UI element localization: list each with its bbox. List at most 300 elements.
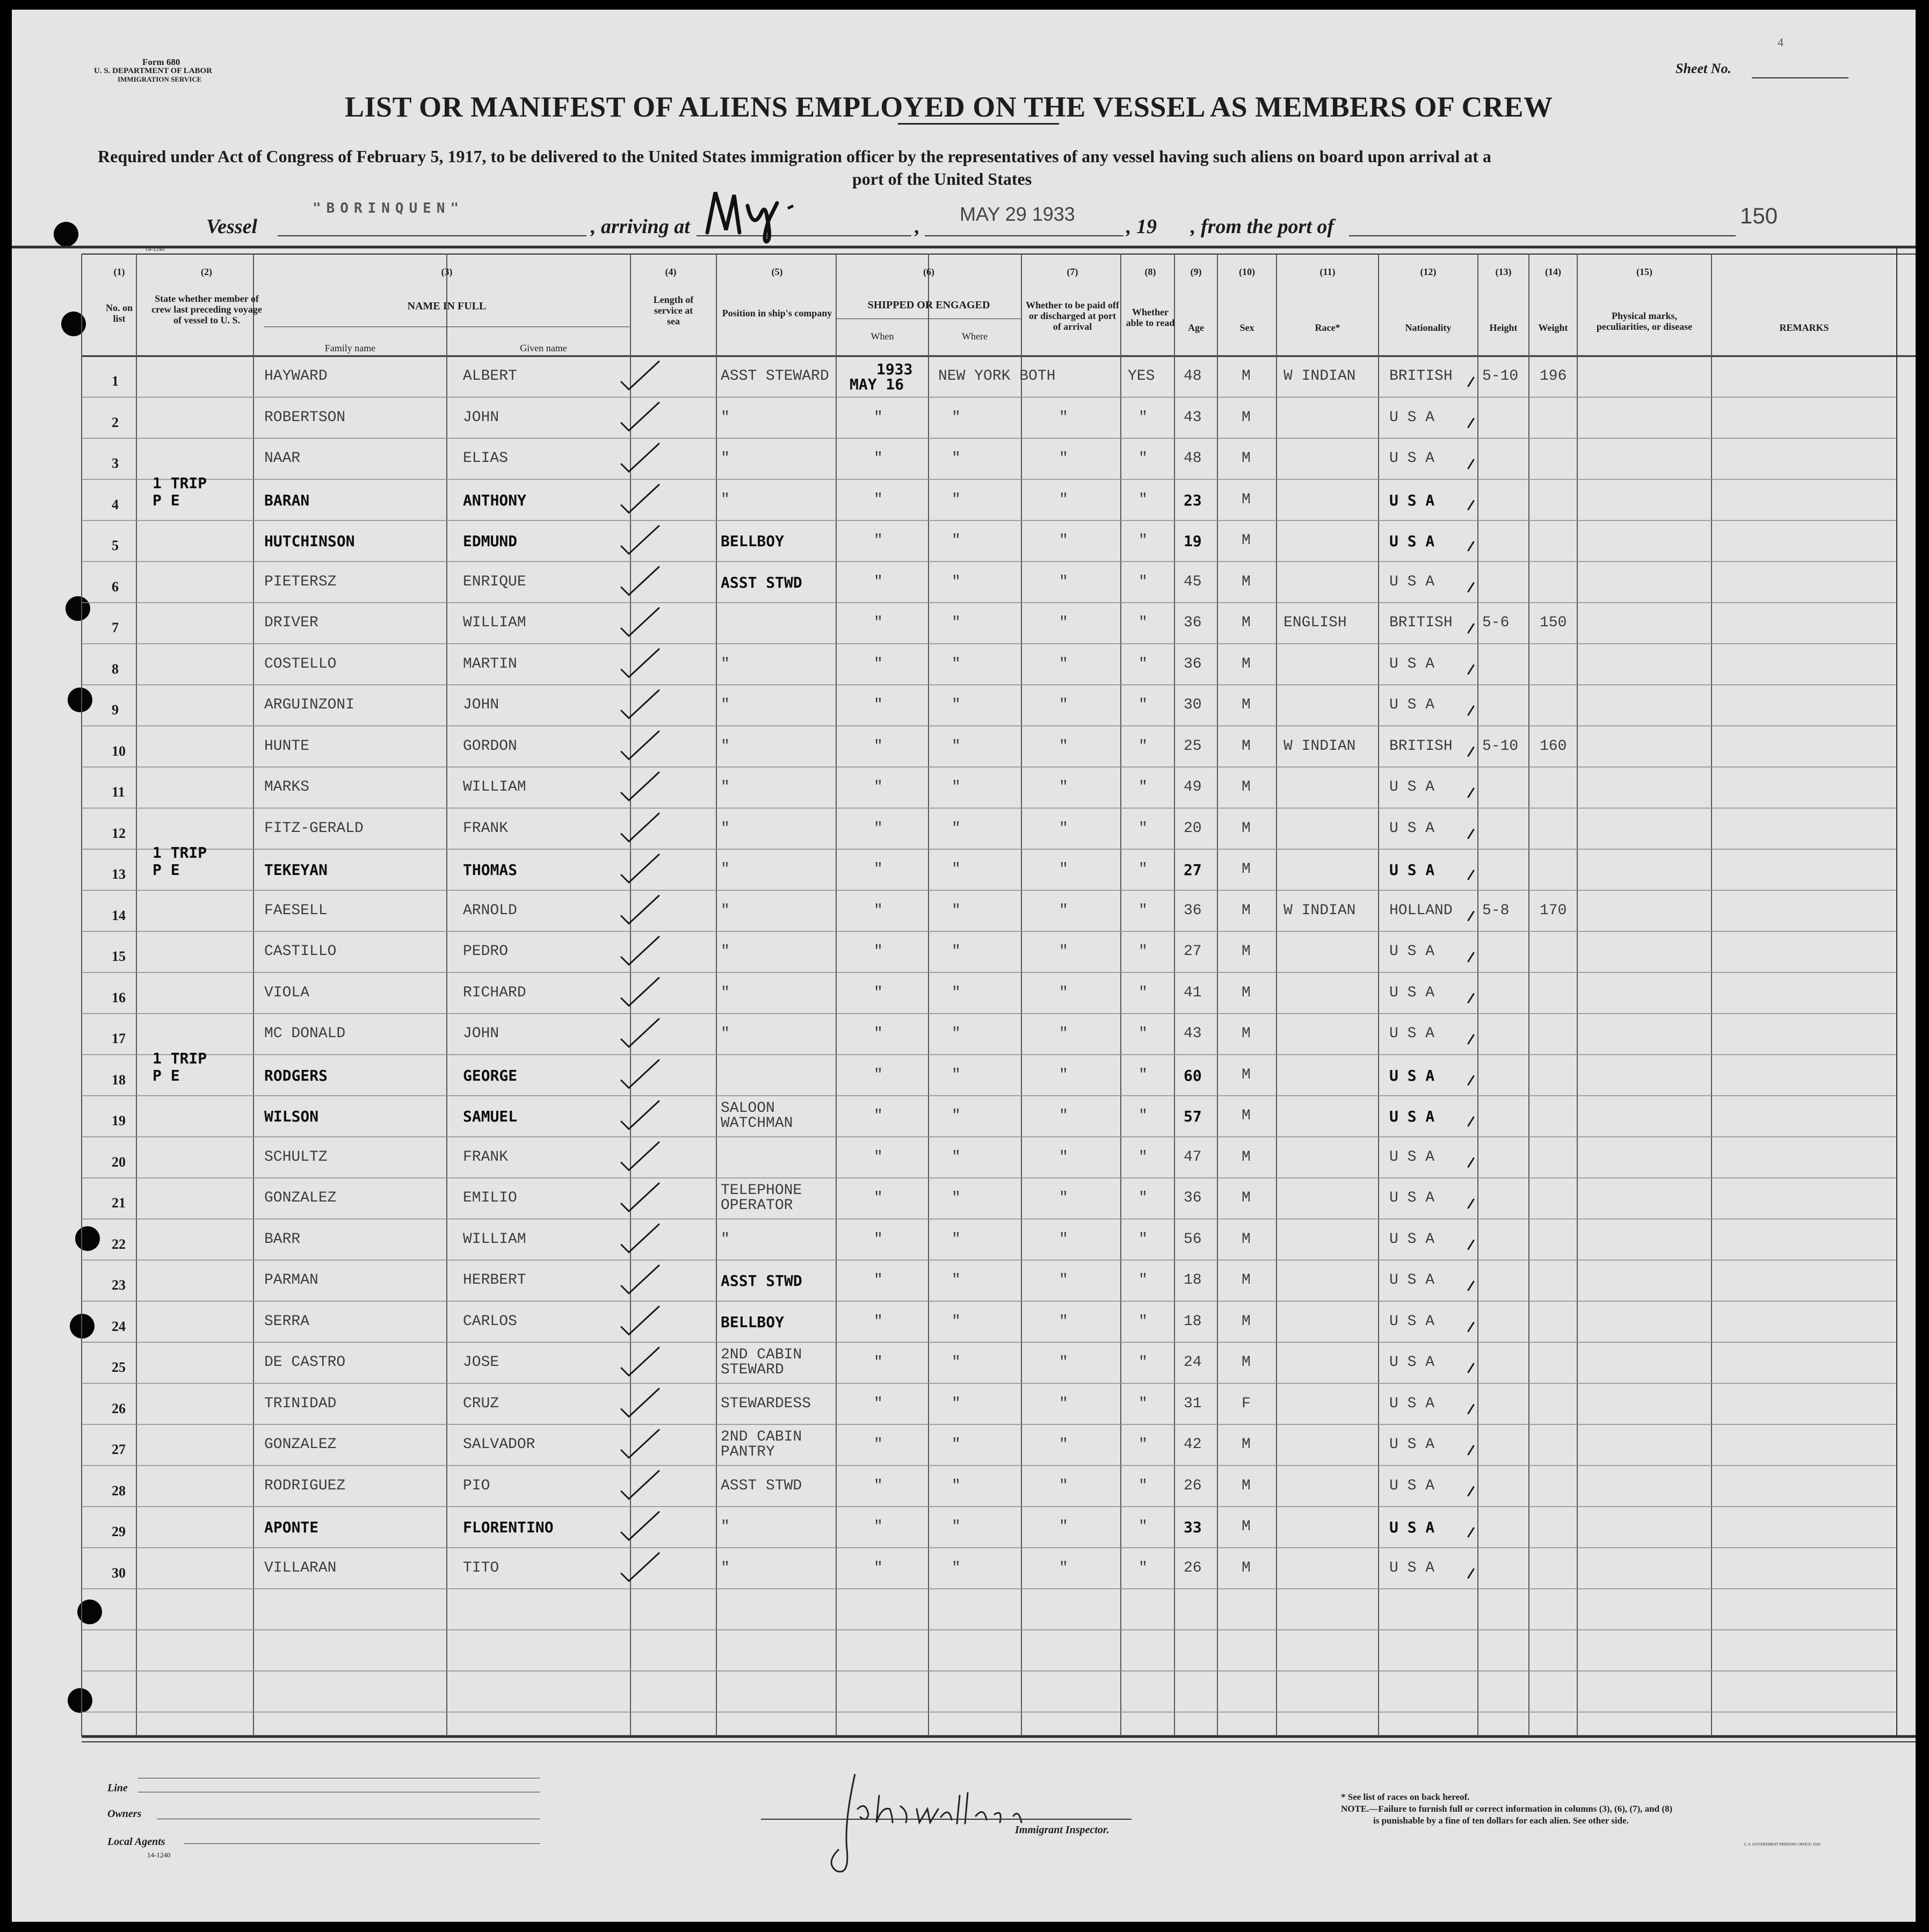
row-sex: M	[1242, 1436, 1251, 1453]
row-position: "	[721, 984, 730, 1001]
nationality-tick	[1468, 1241, 1474, 1249]
nationality-tick	[1468, 1528, 1474, 1537]
row-paid-off: "	[1059, 409, 1068, 426]
row-shipped-when: "	[874, 1559, 883, 1576]
service-checkmark	[621, 1553, 659, 1581]
nationality-tick	[1468, 1199, 1474, 1208]
row-family-name: SCHULTZ	[264, 1148, 328, 1166]
row-sex: M	[1242, 1559, 1251, 1576]
col-4-header: Length of service at sea	[653, 294, 694, 327]
col-10-number: (10)	[1239, 266, 1255, 277]
row-position: "	[721, 1559, 730, 1576]
row-sex: M	[1242, 902, 1251, 919]
row-previous-voyage: 1 TRIP	[153, 844, 207, 862]
row-sex: M	[1242, 368, 1251, 385]
sheet-label: Sheet No.	[1676, 61, 1731, 76]
form-number: Form 680	[142, 57, 180, 67]
row-family-name: HAYWARD	[264, 368, 328, 385]
row-age: 23	[1184, 491, 1202, 509]
row-shipped-where: "	[952, 820, 961, 837]
row-weight: 196	[1540, 368, 1567, 385]
row-paid-off: "	[1059, 1231, 1068, 1248]
row-height: 5-6	[1482, 614, 1510, 631]
inspector-signature	[807, 1758, 1107, 1882]
row-sex: M	[1242, 1313, 1251, 1330]
row-given-name: JOHN	[463, 1025, 499, 1042]
row-paid-off: "	[1059, 984, 1068, 1001]
col-1-number: (1)	[113, 266, 125, 277]
row-position: ASST STWD	[721, 1477, 802, 1494]
row-given-name: THOMAS	[463, 861, 518, 879]
subtitle-line-2: port of the United States	[852, 169, 1032, 189]
service-checkmark	[621, 403, 659, 431]
nationality-tick	[1468, 501, 1474, 510]
vessel-name: "BORINQUEN"	[313, 200, 465, 216]
row-position: "	[721, 450, 730, 467]
row-position: ASST STWD	[721, 1272, 802, 1290]
row-age: 27	[1184, 943, 1202, 960]
row-able-to-read: "	[1138, 1436, 1148, 1453]
row-nationality: BRITISH	[1389, 368, 1453, 385]
row-given-name: JOHN	[463, 409, 499, 426]
row-able-to-read: "	[1138, 1231, 1148, 1248]
row-nationality: U S A	[1389, 1518, 1435, 1536]
service-checkmark	[621, 1101, 659, 1129]
row-paid-off: "	[1059, 1354, 1068, 1371]
row-shipped-where: "	[952, 1518, 961, 1535]
row-number: 29	[112, 1524, 126, 1539]
row-number: 20	[112, 1154, 126, 1170]
row-age: 24	[1184, 1354, 1202, 1371]
row-family-name: FITZ-GERALD	[264, 820, 364, 837]
row-age: 48	[1184, 368, 1202, 385]
row-sex: M	[1242, 943, 1251, 960]
row-able-to-read: "	[1138, 737, 1148, 755]
row-able-to-read: "	[1138, 820, 1148, 837]
row-number: 21	[112, 1195, 126, 1211]
row-position: "	[721, 737, 730, 755]
inspector-line	[761, 1819, 1132, 1820]
row-age: 57	[1184, 1108, 1202, 1125]
service-checkmark	[621, 690, 659, 718]
row-able-to-read: "	[1138, 450, 1148, 467]
row-age: 49	[1184, 779, 1202, 795]
row-shipped-where: "	[952, 1231, 961, 1248]
row-shipped-when: 1933	[876, 360, 913, 378]
row-given-name: MARTIN	[463, 655, 517, 672]
row-shipped-when: "	[874, 1231, 883, 1248]
row-sex: M	[1242, 573, 1251, 590]
row-shipped-when: "	[874, 450, 883, 467]
row-race: W INDIAN	[1283, 737, 1356, 755]
row-shipped-where: "	[952, 409, 961, 426]
row-given-name: PIO	[463, 1477, 490, 1494]
row-sex: M	[1242, 861, 1251, 878]
row-age: 56	[1184, 1231, 1202, 1248]
row-paid-off: "	[1059, 491, 1068, 508]
row-nationality: U S A	[1389, 1231, 1435, 1248]
row-shipped-when: "	[874, 573, 883, 590]
row-position: SALOON	[721, 1100, 775, 1117]
page-number: 150	[1740, 203, 1778, 228]
row-paid-off: "	[1059, 1066, 1068, 1083]
service-checkmark	[621, 1183, 659, 1211]
row-given-name: GORDON	[463, 737, 517, 755]
row-shipped-where: "	[952, 1190, 961, 1206]
row-able-to-read: "	[1138, 655, 1148, 672]
row-given-name: CRUZ	[463, 1395, 499, 1412]
service-checkmark	[621, 444, 659, 472]
row-family-name: CASTILLO	[264, 943, 337, 960]
service-checkmark	[621, 1307, 659, 1335]
row-paid-off: "	[1059, 614, 1068, 631]
row-paid-off: "	[1059, 1559, 1068, 1576]
nationality-tick	[1468, 378, 1474, 386]
row-position: ASST STWD	[721, 573, 802, 591]
service-checkmark	[621, 732, 659, 759]
nationality-tick	[1468, 706, 1474, 715]
row-given-name: RICHARD	[463, 984, 526, 1001]
nationality-tick	[1468, 1487, 1474, 1496]
row-given-name: ALBERT	[463, 368, 517, 385]
row-shipped-when: "	[874, 697, 883, 713]
row-shipped-when: "	[874, 1354, 883, 1371]
row-position: "	[721, 409, 730, 426]
row-shipped-where: "	[952, 655, 961, 672]
row-position: "	[721, 861, 730, 878]
row-nationality: U S A	[1389, 655, 1435, 672]
row-family-name: GONZALEZ	[264, 1436, 337, 1453]
row-weight: 160	[1540, 737, 1567, 755]
row-number: 19	[112, 1113, 126, 1128]
row-race: ENGLISH	[1283, 614, 1347, 631]
agents-field	[184, 1843, 540, 1844]
row-position: "	[721, 491, 730, 508]
row-paid-off: "	[1059, 1190, 1068, 1206]
row-number: 14	[112, 907, 126, 923]
row-shipped-when: "	[874, 614, 883, 631]
row-shipped-when: "	[874, 1313, 883, 1330]
service-checkmark	[621, 1265, 659, 1293]
row-nationality: U S A	[1389, 1354, 1435, 1371]
row-nationality: U S A	[1389, 573, 1435, 590]
col-2-number: (2)	[201, 266, 212, 277]
row-sex: M	[1242, 1190, 1251, 1206]
service-checkmark	[621, 1225, 659, 1253]
row-shipped-where: "	[952, 614, 961, 631]
service-checkmark	[621, 1142, 659, 1170]
row-sex: M	[1242, 820, 1251, 837]
row-able-to-read: "	[1138, 902, 1148, 919]
row-nationality: U S A	[1389, 450, 1435, 467]
service-checkmark	[621, 978, 659, 1006]
note-line-2: is punishable by a fine of ten dollars for each alien. See other side.	[1373, 1815, 1629, 1826]
row-shipped-where: "	[952, 573, 961, 590]
nationality-tick	[1468, 1569, 1474, 1578]
nationality-tick	[1468, 583, 1474, 592]
col-9-header: Age	[1188, 322, 1204, 333]
row-number: 23	[112, 1277, 126, 1293]
inspector-label: Immigrant Inspector.	[1015, 1824, 1109, 1836]
col-3-number: (3)	[441, 266, 453, 277]
small-code: 14-1240	[145, 246, 165, 252]
row-position: "	[721, 697, 730, 713]
row-position: "	[721, 820, 730, 837]
row-age: 47	[1184, 1148, 1202, 1166]
row-shipped-when: "	[874, 1025, 883, 1042]
row-sex: M	[1242, 1066, 1251, 1083]
row-shipped-where: "	[952, 1559, 961, 1576]
row-age: 33	[1184, 1518, 1202, 1536]
row-shipped-when: "	[874, 1148, 883, 1166]
row-family-name: DE CASTRO	[264, 1354, 346, 1371]
row-nationality: U S A	[1389, 984, 1435, 1001]
page-title: LIST OR MANIFEST OF ALIENS EMPLOYED ON THE VESSEL AS MEMBERS OF CREW	[345, 91, 1553, 123]
row-age: 25	[1184, 737, 1202, 755]
service-checkmark	[621, 526, 659, 554]
row-able-to-read: "	[1138, 1108, 1148, 1124]
row-shipped-when-2: MAY 16	[850, 375, 904, 393]
row-sex: M	[1242, 1108, 1251, 1124]
row-number: 9	[112, 702, 119, 718]
row-previous-voyage: 1 TRIP	[153, 1049, 207, 1067]
row-able-to-read: "	[1138, 1477, 1148, 1494]
row-able-to-read: "	[1138, 573, 1148, 590]
row-position: "	[721, 1518, 730, 1535]
row-family-name: TRINIDAD	[264, 1395, 337, 1412]
row-sex: M	[1242, 779, 1251, 795]
row-paid-off: "	[1059, 450, 1068, 467]
row-number: 30	[112, 1565, 126, 1581]
row-shipped-where: "	[952, 1313, 961, 1330]
row-shipped-when: "	[874, 1190, 883, 1206]
service-checkmark	[621, 1471, 659, 1499]
row-age: 36	[1184, 1190, 1202, 1206]
row-shipped-where: "	[952, 1025, 961, 1042]
row-height: 5-10	[1482, 368, 1519, 385]
row-paid-off: "	[1059, 820, 1068, 837]
row-paid-off: "	[1059, 697, 1068, 713]
row-sex: M	[1242, 655, 1251, 672]
nationality-tick	[1468, 1159, 1474, 1167]
row-able-to-read: "	[1138, 1190, 1148, 1206]
row-sex: M	[1242, 737, 1251, 755]
row-nationality: U S A	[1389, 1477, 1435, 1494]
arriving-label: , arriving at	[591, 215, 690, 238]
row-nationality: U S A	[1389, 697, 1435, 713]
row-shipped-where: "	[952, 450, 961, 467]
nationality-tick	[1468, 748, 1474, 756]
col-14-number: (14)	[1545, 266, 1561, 277]
row-age: 26	[1184, 1477, 1202, 1494]
row-family-name: ARGUINZONI	[264, 697, 355, 713]
row-sex: M	[1242, 984, 1251, 1001]
row-given-name: JOHN	[463, 697, 499, 713]
row-given-name: SALVADOR	[463, 1436, 535, 1453]
row-sex: M	[1242, 491, 1251, 508]
col-8-number: (8)	[1144, 266, 1156, 277]
row-paid-off: "	[1059, 1395, 1068, 1412]
row-paid-off: "	[1059, 1272, 1068, 1289]
row-able-to-read: "	[1138, 861, 1148, 878]
manifest-page	[12, 10, 1916, 1922]
row-paid-off: "	[1059, 1025, 1068, 1042]
row-given-name: EDMUND	[463, 532, 518, 550]
row-paid-off: "	[1059, 943, 1068, 960]
nationality-tick	[1468, 1282, 1474, 1290]
row-number: 15	[112, 949, 126, 964]
row-number: 18	[112, 1072, 126, 1088]
row-position-2: PANTRY	[721, 1444, 775, 1460]
col-3-header: NAME IN FULL	[407, 300, 487, 312]
row-number: 10	[112, 743, 126, 759]
row-shipped-where: "	[952, 737, 961, 755]
row-sex: M	[1242, 1231, 1251, 1248]
row-number: 8	[112, 661, 119, 677]
date-stamp: MAY 29 1933	[960, 203, 1075, 225]
service-checkmark	[621, 1348, 659, 1376]
row-family-name: ROBERTSON	[264, 409, 346, 426]
row-shipped-when: "	[874, 861, 883, 878]
row-shipped-where: "	[952, 1354, 961, 1371]
row-able-to-read: "	[1138, 779, 1148, 795]
row-family-name: SERRA	[264, 1313, 310, 1330]
service-checkmark	[621, 567, 659, 595]
row-number: 11	[112, 784, 125, 800]
row-able-to-read: "	[1138, 1148, 1148, 1166]
row-position: ASST STEWARD	[721, 368, 829, 385]
row-able-to-read: "	[1138, 1395, 1148, 1412]
col-1-header: No. on list	[105, 302, 133, 324]
row-nationality: U S A	[1389, 1148, 1435, 1166]
row-shipped-when: "	[874, 532, 883, 549]
row-shipped-where: "	[952, 943, 961, 960]
col-15-number: (15)	[1636, 266, 1652, 277]
row-sex: M	[1242, 1354, 1251, 1371]
row-nationality: U S A	[1389, 1395, 1435, 1412]
col-5-number: (5)	[771, 266, 783, 277]
service-checkmark	[621, 361, 659, 389]
row-nationality: U S A	[1389, 1436, 1435, 1453]
nationality-tick	[1468, 830, 1474, 838]
row-shipped-where: "	[952, 1477, 961, 1494]
row-age: 31	[1184, 1395, 1202, 1412]
row-able-to-read: "	[1138, 984, 1148, 1001]
corner-mark: 4	[1778, 35, 1783, 49]
row-nationality: U S A	[1389, 532, 1435, 550]
nationality-tick	[1468, 665, 1474, 674]
row-previous-voyage-2: P E	[153, 491, 180, 509]
row-able-to-read: "	[1138, 1272, 1148, 1289]
row-given-name: ENRIQUE	[463, 573, 526, 590]
row-family-name: PARMAN	[264, 1272, 318, 1289]
row-family-name: FAESELL	[264, 902, 328, 919]
row-shipped-when: "	[874, 1477, 883, 1494]
nationality-tick	[1468, 788, 1474, 797]
row-paid-off: "	[1059, 1518, 1068, 1535]
row-family-name: DRIVER	[264, 614, 318, 631]
row-family-name: RODRIGUEZ	[264, 1477, 346, 1494]
col-6-header: SHIPPED OR ENGAGED	[867, 299, 990, 311]
row-number: 1	[112, 373, 119, 389]
row-age: 18	[1184, 1313, 1202, 1330]
row-shipped-when: "	[874, 820, 883, 837]
service-checkmark	[621, 896, 659, 924]
row-family-name: NAAR	[264, 450, 301, 467]
row-able-to-read: "	[1138, 614, 1148, 631]
row-given-name: EMILIO	[463, 1190, 517, 1206]
row-able-to-read: "	[1138, 1025, 1148, 1042]
row-shipped-when: "	[874, 1518, 883, 1535]
row-nationality: U S A	[1389, 1559, 1435, 1576]
row-age: 18	[1184, 1272, 1202, 1289]
col-15-header: Physical marks, peculiarities, or disease	[1596, 310, 1693, 332]
row-given-name: ELIAS	[463, 450, 509, 467]
row-given-name: JOSE	[463, 1354, 499, 1371]
service-checkmark	[621, 1389, 659, 1417]
nationality-tick	[1468, 1035, 1474, 1044]
row-shipped-where: "	[952, 697, 961, 713]
row-family-name: PIETERSZ	[264, 573, 337, 590]
row-family-name: GONZALEZ	[264, 1190, 337, 1206]
row-position: STEWARDESS	[721, 1395, 811, 1412]
row-family-name: APONTE	[264, 1518, 319, 1536]
note-line-1: NOTE.—Failure to furnish full or correct information in columns (3), (6), (7), and (8)	[1341, 1804, 1673, 1814]
row-number: 3	[112, 455, 119, 471]
service-checkmark	[621, 1060, 659, 1088]
row-shipped-where: "	[952, 1108, 961, 1124]
col-11-number: (11)	[1319, 266, 1336, 277]
row-sex: F	[1242, 1395, 1251, 1412]
row-nationality: HOLLAND	[1389, 902, 1453, 919]
row-paid-off: "	[1059, 1313, 1068, 1330]
row-number: 16	[112, 989, 126, 1005]
row-nationality: BRITISH	[1389, 614, 1453, 631]
row-family-name: BARAN	[264, 491, 310, 509]
row-age: 60	[1184, 1066, 1202, 1084]
row-given-name: ARNOLD	[463, 902, 517, 919]
row-position: "	[721, 1231, 730, 1248]
col-8-header: Whether able to read	[1126, 307, 1175, 328]
row-shipped-when: "	[874, 737, 883, 755]
row-sex: M	[1242, 614, 1251, 631]
row-number: 24	[112, 1318, 126, 1334]
row-given-name: FLORENTINO	[463, 1518, 554, 1536]
row-given-name: HERBERT	[463, 1272, 526, 1289]
row-number: 2	[112, 414, 119, 430]
row-sex: M	[1242, 1477, 1251, 1494]
row-shipped-where: "	[952, 1066, 961, 1083]
row-height: 5-8	[1482, 902, 1510, 919]
row-shipped-when: "	[874, 491, 883, 508]
row-age: 20	[1184, 820, 1202, 837]
row-age: 30	[1184, 697, 1202, 713]
row-able-to-read: "	[1138, 409, 1148, 426]
row-nationality: U S A	[1389, 861, 1435, 879]
col-5-header: Position in ship's company	[722, 308, 832, 319]
row-nationality: U S A	[1389, 1313, 1435, 1330]
service-checkmark	[621, 772, 659, 800]
row-given-name: ANTHONY	[463, 491, 527, 509]
row-shipped-where: "	[952, 984, 961, 1001]
col-4-number: (4)	[665, 266, 677, 277]
row-previous-voyage-2: P E	[153, 861, 180, 879]
nationality-tick	[1468, 1405, 1474, 1414]
row-nationality: U S A	[1389, 491, 1435, 509]
service-checkmark	[621, 855, 659, 882]
comma: ,	[914, 215, 919, 238]
row-nationality: U S A	[1389, 1025, 1435, 1042]
